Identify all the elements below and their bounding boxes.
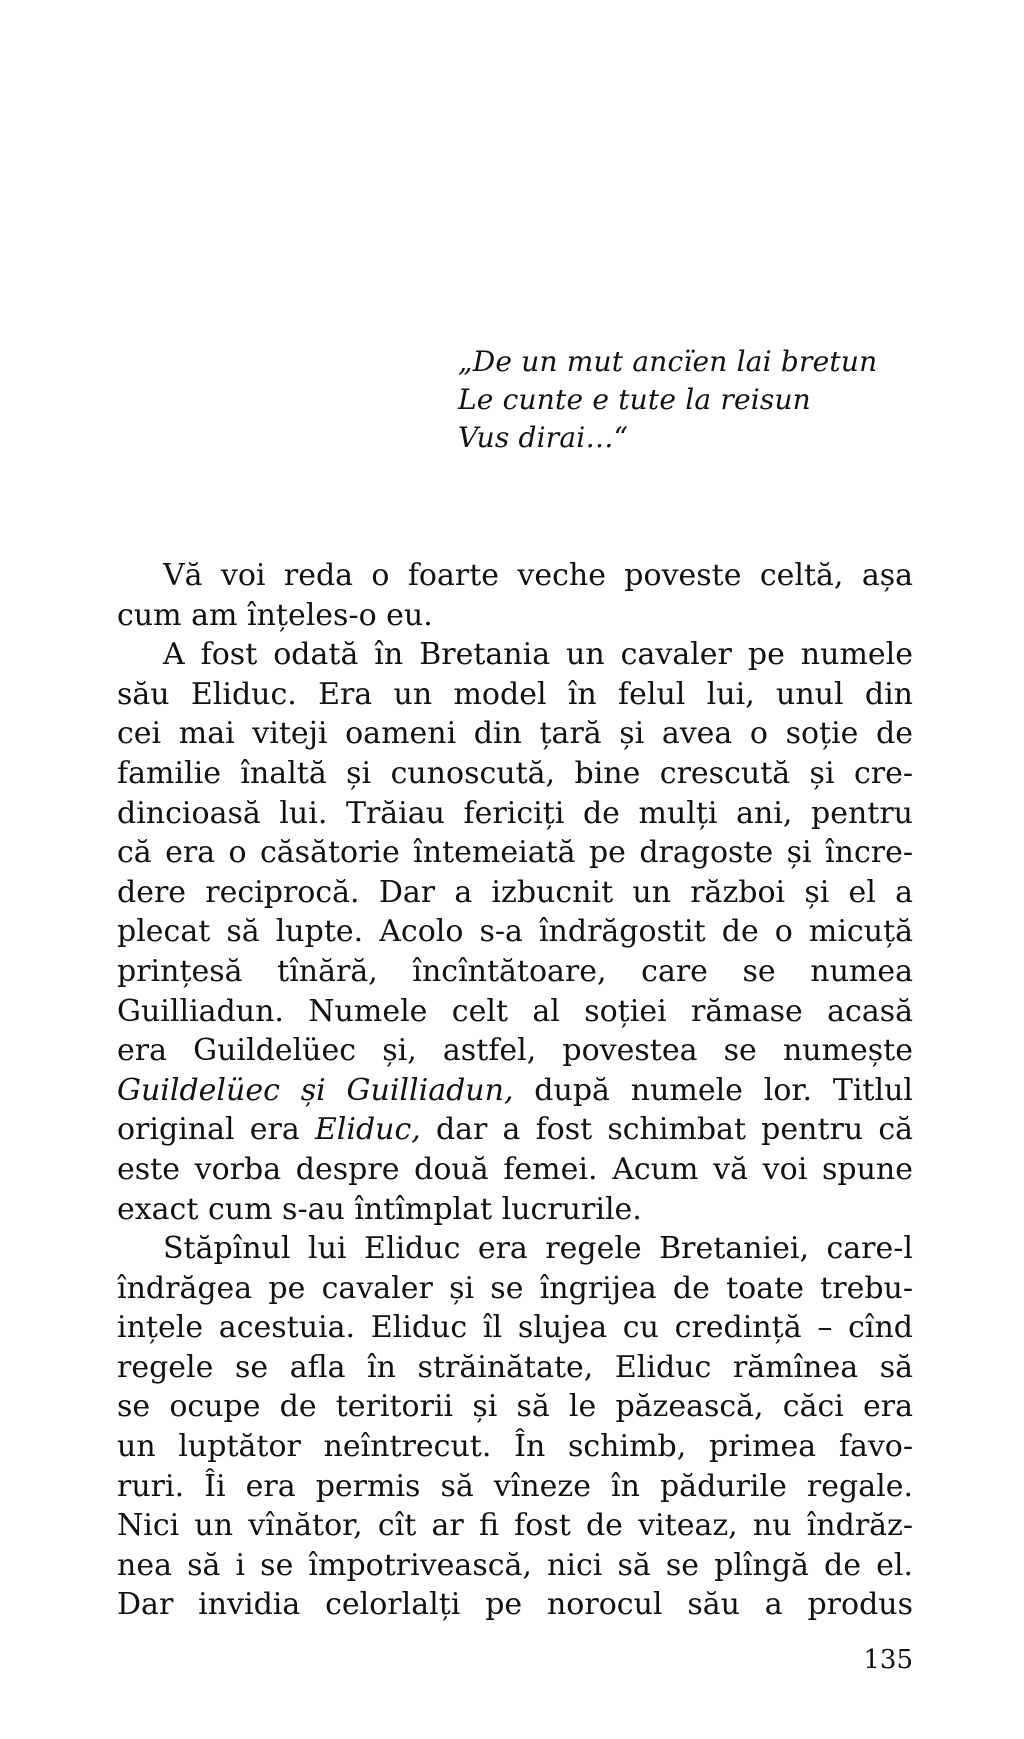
text-line: Guilliadun. Numele celt al soției rămase acasă: [117, 993, 913, 1029]
text-line: un luptător neîntrecut. În schimb, primea favo-: [117, 1429, 913, 1465]
text-line: că era o căsătorie întemeiată pe dragoste și încre-: [117, 835, 913, 871]
text-line: familie înaltă și cunoscută, bine crescută și cre-: [117, 755, 913, 791]
text-line: prințesă tînără, încîntătoare, care se numea: [117, 953, 913, 989]
page-number: 135: [863, 1645, 913, 1675]
body-text: [117, 556, 913, 1625]
text-line: Stăpînul lui Eliduc era regele Bretaniei, care-l: [163, 1231, 913, 1267]
text-line-italic-title: [117, 1071, 913, 1111]
epigraph-line: „De un mut ancïen lai bretun: [458, 345, 878, 378]
text-run: original era: [117, 1112, 315, 1148]
text-line: regele se afla în străinătate, Eliduc rămînea să: [117, 1349, 913, 1385]
text-line: Vă voi reda o foarte veche poveste celtă, așa: [163, 558, 913, 593]
text-line: era Guildelüec și, astfel, povestea se numește: [117, 1033, 913, 1069]
text-line: ruri. Îi era permis să vîneze în pădurile regale.: [117, 1468, 913, 1504]
text-line: plecat să lupte. Acolo s-a îndrăgostit de o micuță: [117, 914, 913, 950]
text-line: este vorba despre două femei. Acum vă voi spune: [117, 1151, 913, 1187]
epigraph-line: Le cunte e tute la reisun: [458, 383, 811, 416]
text-line: cei mai viteji oameni din țară și avea o soție de: [117, 716, 913, 752]
text-line: nea să i se împotrivească, nici să se plîngă de el.: [117, 1547, 913, 1583]
text-line: său Eliduc. Era un model în felul lui, unul din: [117, 676, 913, 712]
text-line: cum am înțeles-o eu.: [117, 597, 433, 633]
text-line: ințele acestuia. Eliduc îl slujea cu credință – cînd: [117, 1310, 913, 1346]
text-line: Nici un vînător, cît ar fi fost de viteaz, nu îndrăz-: [117, 1508, 913, 1544]
text-run: după numele lor. Titlul: [513, 1072, 913, 1108]
text-line-italic-original: [117, 1110, 913, 1150]
text-line: îndrăgea pe cavaler și se îngrijea de toate trebu-: [117, 1270, 913, 1306]
italic-title: Guildelüec și Guilliadun,: [117, 1072, 514, 1108]
text-line: dere reciprocă. Dar a izbucnit un război și el a: [117, 874, 913, 910]
text-line: exact cum s-au întîmplat lucrurile.: [117, 1191, 642, 1227]
text-line: dincioasă lui. Trăiau fericiți de mulți ani, pentru: [117, 795, 913, 831]
text-line: se ocupe de teritorii și să le păzească, căci era: [117, 1389, 913, 1425]
text-run: dar a fost schimbat pentru că: [420, 1112, 914, 1148]
italic-title: Eliduc,: [314, 1112, 421, 1148]
epigraph-line: Vus dirai…“: [458, 421, 629, 454]
text-line: Dar invidia celorlalți pe norocul său a produs: [117, 1587, 913, 1623]
epigraph: [458, 343, 978, 457]
text-line: A fost odată în Bretania un cavaler pe numele: [163, 637, 913, 673]
